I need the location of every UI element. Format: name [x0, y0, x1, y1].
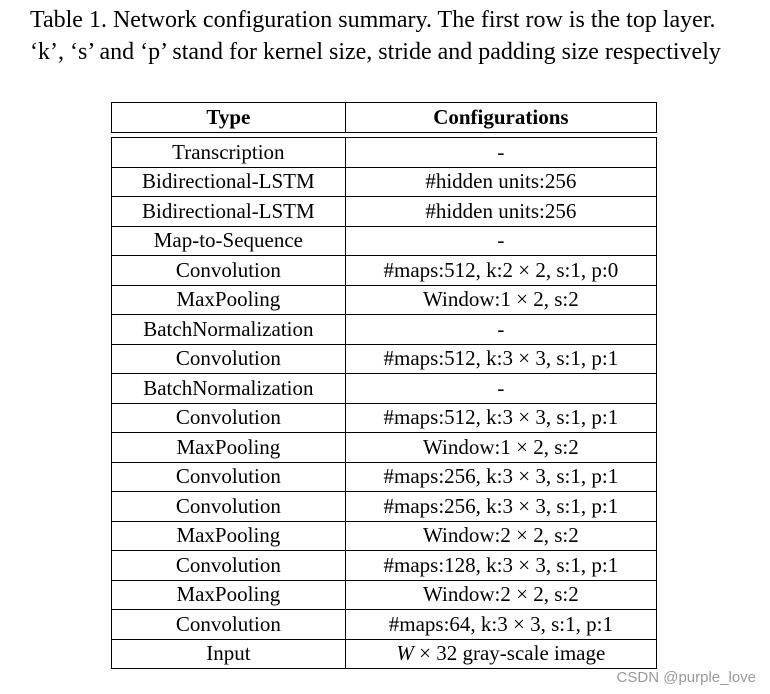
cell-config: #hidden units:256: [345, 197, 656, 227]
table-header-row: [112, 103, 657, 133]
table-row: [112, 285, 657, 315]
table-row: [112, 580, 657, 610]
cell-config: #maps:128, k:3 × 3, s:1, p:1: [345, 551, 656, 581]
cell-type: Map-to-Sequence: [112, 226, 346, 256]
input-config-rest: × 32 gray-scale image: [413, 641, 606, 666]
table-row: [112, 551, 657, 581]
cell-config: #hidden units:256: [345, 167, 656, 197]
cell-type: Bidirectional-LSTM: [112, 197, 346, 227]
cell-config: #maps:256, k:3 × 3, s:1, p:1: [345, 462, 656, 492]
input-width-var: W: [396, 641, 414, 666]
header-configurations: Configurations: [345, 103, 656, 133]
cell-config: #maps:64, k:3 × 3, s:1, p:1: [345, 610, 656, 640]
table-row: [112, 226, 657, 256]
cell-config: -: [345, 138, 656, 168]
table-row: [112, 521, 657, 551]
table-row-input: [112, 639, 657, 669]
cell-config: Window:1 × 2, s:2: [345, 433, 656, 463]
cell-config: Window:2 × 2, s:2: [345, 580, 656, 610]
cell-config: #maps:256, k:3 × 3, s:1, p:1: [345, 492, 656, 522]
cell-type: BatchNormalization: [112, 374, 346, 404]
watermark: CSDN @purple_love: [616, 669, 756, 686]
table-row: [112, 462, 657, 492]
cell-config: Window:2 × 2, s:2: [345, 521, 656, 551]
cell-type: Convolution: [112, 610, 346, 640]
network-config-table-frame: [111, 102, 657, 669]
table-row: [112, 344, 657, 374]
table-row: [112, 433, 657, 463]
cell-type: Convolution: [112, 492, 346, 522]
cell-config: [345, 639, 656, 669]
table-row: [112, 374, 657, 404]
cell-config: #maps:512, k:2 × 2, s:1, p:0: [345, 256, 656, 286]
table-row: [112, 403, 657, 433]
network-config-table: [111, 102, 657, 669]
cell-config: -: [345, 226, 656, 256]
cell-type: Convolution: [112, 344, 346, 374]
cell-type: Input: [112, 639, 346, 669]
table-row: [112, 138, 657, 168]
table-row: [112, 315, 657, 345]
cell-type: Convolution: [112, 462, 346, 492]
table-row: [112, 197, 657, 227]
table-row: [112, 256, 657, 286]
table-row: [112, 167, 657, 197]
header-type: Type: [112, 103, 346, 133]
table-caption: Table 1. Network configuration summary. The first row is the top layer. ‘k’, ‘s’ and ‘p’ stand for kernel size, stride and padding size respectively: [30, 7, 721, 65]
cell-type: Convolution: [112, 403, 346, 433]
cell-config: -: [345, 315, 656, 345]
cell-config: Window:1 × 2, s:2: [345, 285, 656, 315]
cell-config: #maps:512, k:3 × 3, s:1, p:1: [345, 344, 656, 374]
table-row: [112, 492, 657, 522]
cell-type: Convolution: [112, 551, 346, 581]
cell-type: BatchNormalization: [112, 315, 346, 345]
cell-type: MaxPooling: [112, 580, 346, 610]
cell-type: Transcription: [112, 138, 346, 168]
cell-config: #maps:512, k:3 × 3, s:1, p:1: [345, 403, 656, 433]
cell-config: -: [345, 374, 656, 404]
cell-type: MaxPooling: [112, 521, 346, 551]
cell-type: MaxPooling: [112, 285, 346, 315]
cell-type: Bidirectional-LSTM: [112, 167, 346, 197]
table-row: [112, 610, 657, 640]
cell-type: Convolution: [112, 256, 346, 286]
table-body: [112, 133, 657, 640]
cell-type: MaxPooling: [112, 433, 346, 463]
